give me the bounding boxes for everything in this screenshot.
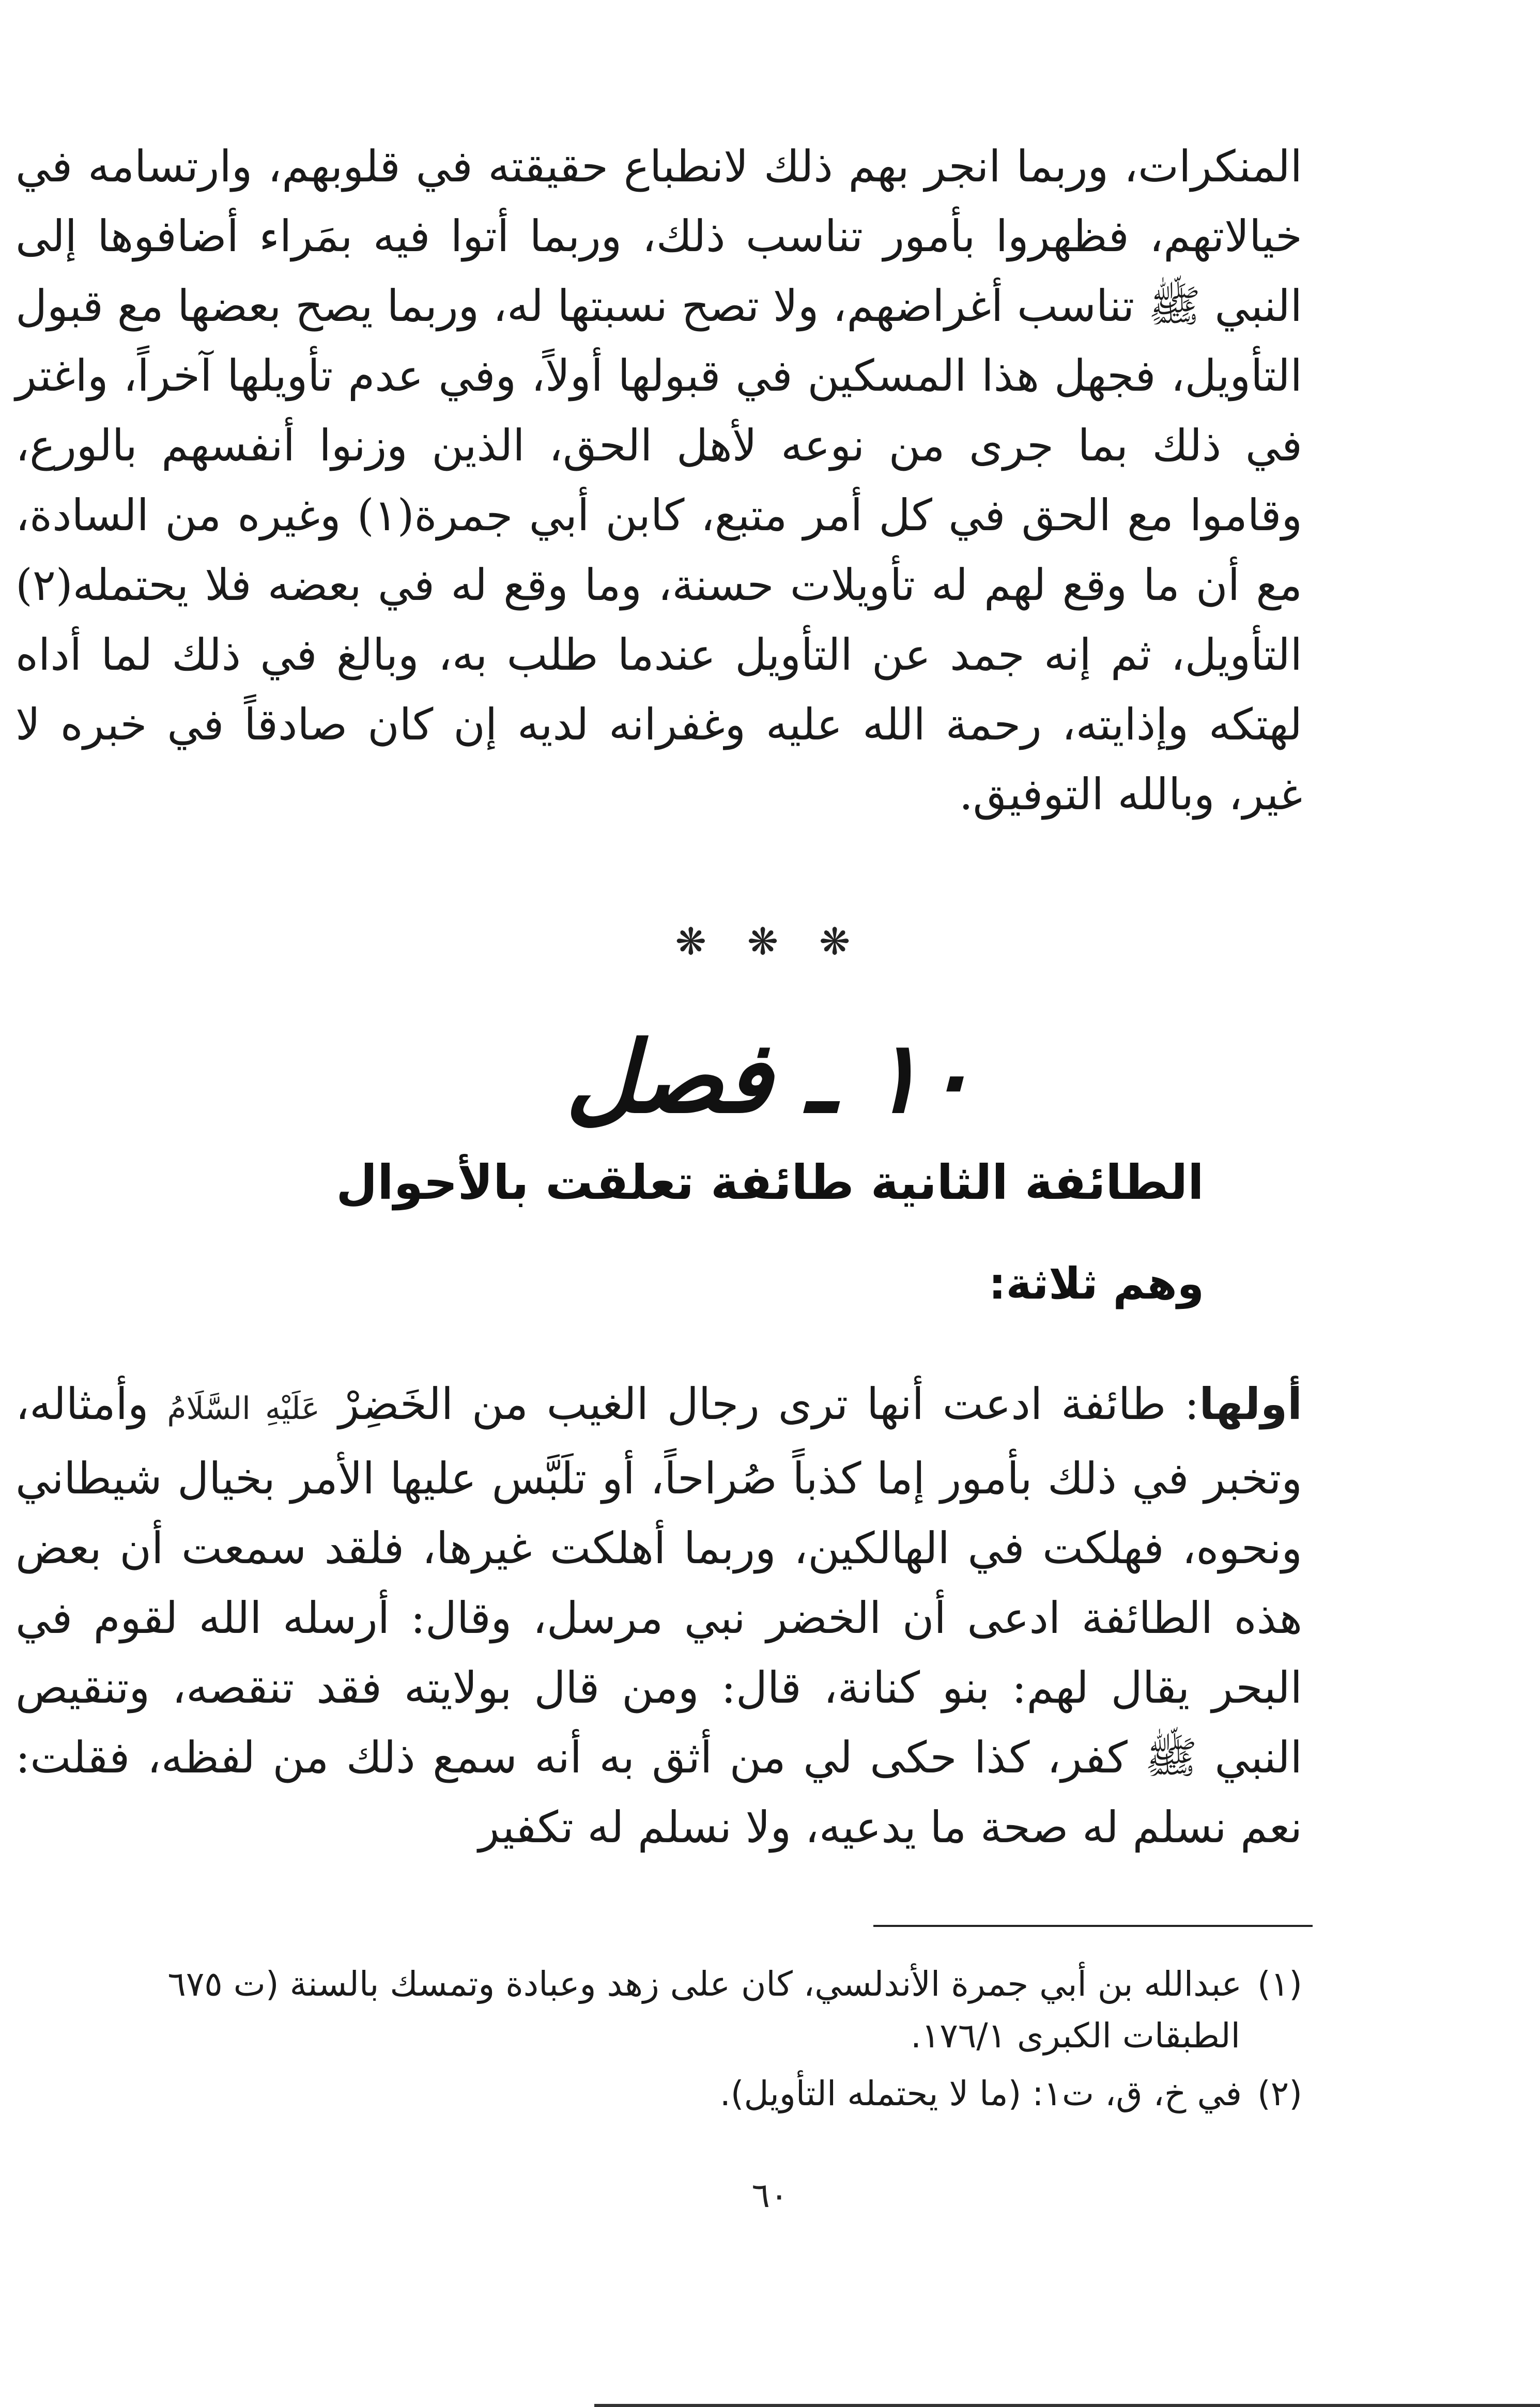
scan-edge-line <box>594 2404 1540 2407</box>
footnote-number: (١) <box>1257 1964 1302 2004</box>
section-heading: ١٠ ـ فصل <box>565 1020 975 1135</box>
intro-line: وهم ثلاثة: <box>989 1258 1204 1309</box>
footnote-1 <box>16 1958 1302 2062</box>
lead-word: أولها <box>1199 1379 1302 1429</box>
footnote-text: عبدالله بن أبي جمرة الأندلسي، كان على زهد وعبادة وتمسك بالسنة (ت ٦٧٥ <box>167 1964 1242 2004</box>
footnote-number: (٢) <box>1257 2074 1302 2113</box>
body-paragraph-2 <box>16 1369 1302 1862</box>
honorific-glyph: عَلَيْهِ السَّلَامُ <box>167 1391 320 1427</box>
body-paragraph-1 <box>16 132 1302 829</box>
footnote-2 <box>16 2068 1302 2120</box>
section-divider-ornament: ❋ ❋ ❋ <box>675 920 865 963</box>
section-title: الطائفة الثانية طائفة تعلقت بالأحوال <box>336 1155 1204 1210</box>
paragraph-opening: : طائفة ادعت أنها ترى رجال الغيب من الخَضِرْ <box>338 1379 1199 1429</box>
paragraph-text <box>16 1369 1302 1862</box>
page-number: ٦٠ <box>751 2175 789 2215</box>
paragraph-text: المنكرات، وربما انجر بهم ذلك لانطباع حقيقته في قلوبهم، وارتسامه في خيالاتهم، فظهروا بأمور تناسب ذلك، وربما أتوا فيه بمَراء أضافوها إلى النبي ﷺ تناسب أغراضهم، ولا تصح نسبتها له، وربما يصح بعضها مع قبول التأويل، فجهل هذا المسكين في قبولها أولاً، وفي عدم تأويلها آخراً، واغتر في ذلك بما جرى من نوعه لأهل الحق، الذين وزنوا أنفسهم بالورع، وقاموا مع الحق في كل أمر متبع، كابن أبي جمرة(١) وغيره من السادة، مع أن ما وقع لهم له تأويلات حسنة، وما وقع له في بعضه فلا يحتمله(٢) التأويل، ثم إنه جمد عن التأويل عندما طلب به، وبالغ في ذلك لما أداه لهتكه وإذايته، رحمة الله عليه وغفرانه لديه إن كان صادقاً في خبره لا غير، وبالله التوفيق. <box>16 141 1303 820</box>
footnote-text: في خ، ق، ت١: (ما لا يحتمله التأويل). <box>719 2074 1242 2113</box>
footnotes <box>16 1958 1302 2126</box>
paragraph-rest: وأمثاله، وتخبر في ذلك بأمور إما كذباً صُراحاً، أو تلَبَّس عليها الأمر بخيال شيطاني ونحوه، فهلكت في الهالكين، وربما أهلكت غيرها، فلقد سمعت أن بعض هذه الطائفة ادعى أن الخضر نبي مرسل، وقال: أرسله الله لقوم في البحر يقال لهم: بنو كنانة، قال: ومن قال بولايته فقد تنقصه، وتنقيص النبي ﷺ كفر، كذا حكى لي من أثق به أنه سمع ذلك من لفظه، فقلت: نعم نسلم له صحة ما يدعيه، ولا نسلم له تكفير <box>16 1379 1302 1853</box>
footnote-separator <box>873 1925 1313 1927</box>
footnote-continuation: الطبقات الكبرى ١٧٦/١. <box>910 2016 1240 2056</box>
